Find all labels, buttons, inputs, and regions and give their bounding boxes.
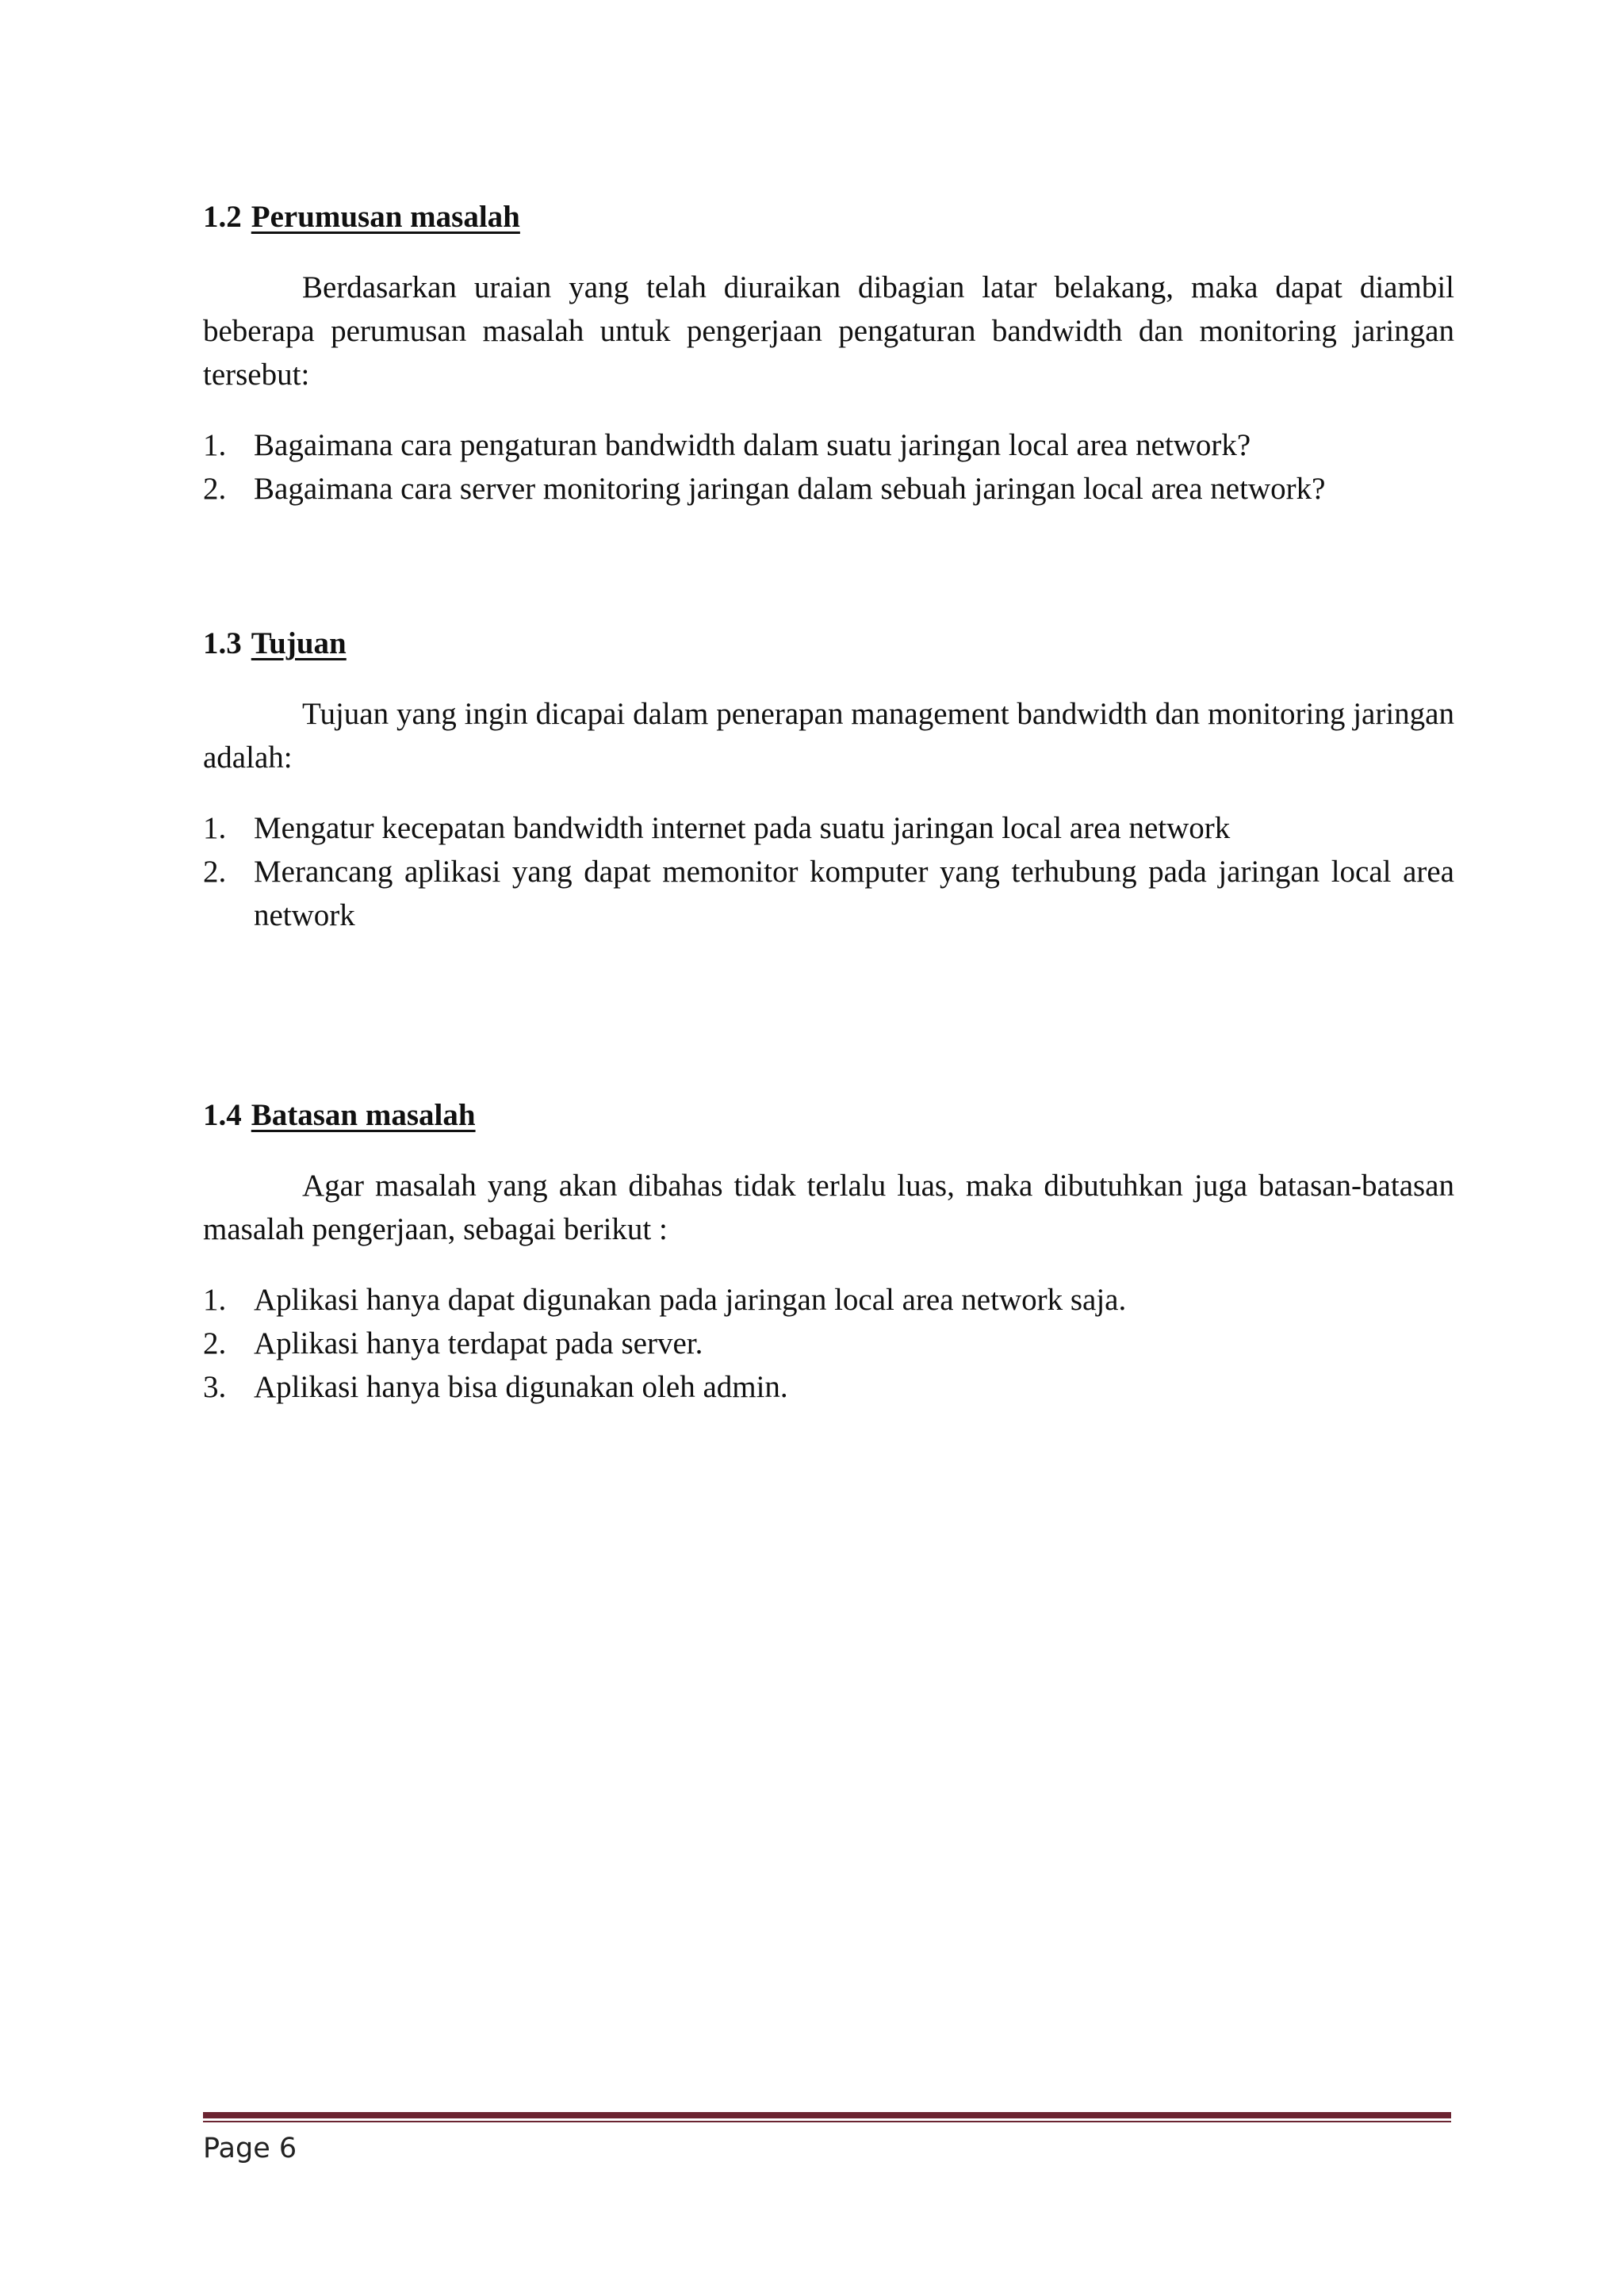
section-paragraph: Tujuan yang ingin dicapai dalam penerapan management bandwidth dan monitoring jaringan adalah: xyxy=(203,697,1454,775)
list-item-text: Bagaimana cara pengaturan bandwidth dalam suatu jaringan local area network? xyxy=(254,428,1251,462)
list-item-text: Bagaimana cara server monitoring jaringan dalam sebuah jaringan local area network? xyxy=(254,472,1326,506)
section-number: 1.4 xyxy=(203,1098,242,1132)
list-marker: 1. xyxy=(203,811,227,845)
page-content xyxy=(203,195,1454,1409)
list-item-text: Merancang aplikasi yang dapat memonitor komputer yang terhubung pada jaringan local area network xyxy=(254,855,1454,932)
list-marker: 1. xyxy=(203,428,227,462)
section-paragraph: Berdasarkan uraian yang telah diuraikan dibagian latar belakang, maka dapat diambil beberapa perumusan masalah untuk pengerjaan pengaturan bandwidth dan monitoring jaringan tersebut: xyxy=(203,270,1454,392)
section-heading xyxy=(203,195,1454,239)
list-item xyxy=(203,1322,1454,1365)
list-item-text: Aplikasi hanya bisa digunakan oleh admin. xyxy=(254,1370,788,1404)
page-number: Page 6 xyxy=(203,2133,297,2164)
list-marker: 2. xyxy=(203,855,227,889)
list-item xyxy=(203,467,1454,511)
section-number: 1.3 xyxy=(203,626,242,660)
section-number: 1.2 xyxy=(203,200,242,234)
list-marker: 3. xyxy=(203,1370,227,1404)
list-item xyxy=(203,423,1454,467)
footer-divider xyxy=(203,2112,1451,2122)
list-item-text: Aplikasi hanya dapat digunakan pada jaringan local area network saja. xyxy=(254,1283,1127,1317)
list-item xyxy=(203,850,1454,937)
section-paragraph: Agar masalah yang akan dibahas tidak terlalu luas, maka dibutuhkan juga batasan-batasan masalah pengerjaan, sebagai berikut : xyxy=(203,1169,1454,1246)
footer-divider-thick xyxy=(203,2112,1451,2118)
list-marker: 2. xyxy=(203,472,227,506)
section-tujuan xyxy=(203,622,1454,937)
footer-divider-thin xyxy=(203,2121,1451,2122)
section-title: Perumusan masalah xyxy=(251,200,520,234)
numbered-list xyxy=(203,423,1454,511)
list-item-text: Mengatur kecepatan bandwidth internet pada suatu jaringan local area network xyxy=(254,811,1231,845)
list-item-text: Aplikasi hanya terdapat pada server. xyxy=(254,1326,703,1360)
list-marker: 2. xyxy=(203,1326,227,1360)
section-batasan-masalah xyxy=(203,1093,1454,1409)
section-title: Batasan masalah xyxy=(251,1098,476,1132)
section-title: Tujuan xyxy=(251,626,347,660)
numbered-list xyxy=(203,806,1454,937)
section-heading xyxy=(203,622,1454,665)
list-item xyxy=(203,1365,1454,1409)
list-item xyxy=(203,1278,1454,1322)
section-perumusan-masalah xyxy=(203,195,1454,511)
list-marker: 1. xyxy=(203,1283,227,1317)
list-item xyxy=(203,806,1454,850)
section-heading xyxy=(203,1093,1454,1137)
numbered-list xyxy=(203,1278,1454,1409)
